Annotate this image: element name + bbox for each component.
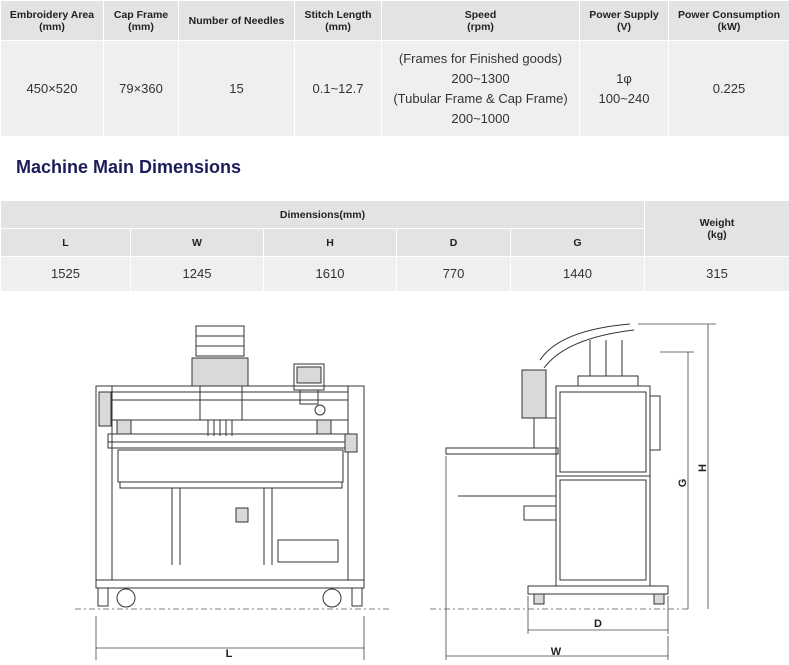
header-power-supply: Power Supply (V) [580, 1, 669, 41]
header-dimensions: Dimensions(mm) [1, 201, 645, 229]
cell-h: 1610 [264, 257, 397, 292]
header-cap-frame: Cap Frame (mm) [104, 1, 179, 41]
cell-cap-frame: 79×360 [104, 41, 179, 137]
cell-stitch-length: 0.1~12.7 [295, 41, 382, 137]
specification-table [0, 0, 789, 137]
side-view [430, 324, 716, 660]
label-l: L [225, 648, 233, 660]
cell-l: 1525 [1, 257, 131, 292]
front-view [75, 326, 392, 660]
dimensions-table [0, 200, 789, 292]
header-d: D [397, 229, 511, 257]
header-power-consumption: Power Consumption (kW) [669, 1, 789, 41]
header-weight: Weight (kg) [645, 201, 789, 257]
header-speed: Speed (rpm) [382, 1, 580, 41]
cell-embroidery-area: 450×520 [1, 41, 104, 137]
header-w: W [131, 229, 264, 257]
machine-technical-drawing [0, 300, 789, 665]
section-title: Machine Main Dimensions [16, 157, 242, 177]
cell-d: 770 [397, 257, 511, 292]
cell-needles: 15 [179, 41, 295, 137]
header-embroidery-area: Embroidery Area (mm) [1, 1, 104, 41]
spec-row [1, 41, 789, 137]
header-g: G [511, 229, 645, 257]
cell-g: 1440 [511, 257, 645, 292]
cell-speed: (Frames for Finished goods) 200~1300 (Tubular Frame & Cap Frame) 200~1000 [382, 41, 580, 137]
label-d: D [594, 618, 602, 630]
cell-weight: 315 [645, 257, 789, 292]
cell-w: 1245 [131, 257, 264, 292]
label-w: W [550, 646, 562, 658]
label-g: G [677, 478, 689, 488]
cell-power-consumption: 0.225 [669, 41, 789, 137]
cell-power-supply: 1φ 100~240 [580, 41, 669, 137]
dimensions-row [1, 257, 789, 292]
header-l: L [1, 229, 131, 257]
header-h: H [264, 229, 397, 257]
header-number-of-needles: Number of Needles [179, 1, 295, 41]
label-h: H [697, 464, 709, 472]
header-stitch-length: Stitch Length (mm) [295, 1, 382, 41]
